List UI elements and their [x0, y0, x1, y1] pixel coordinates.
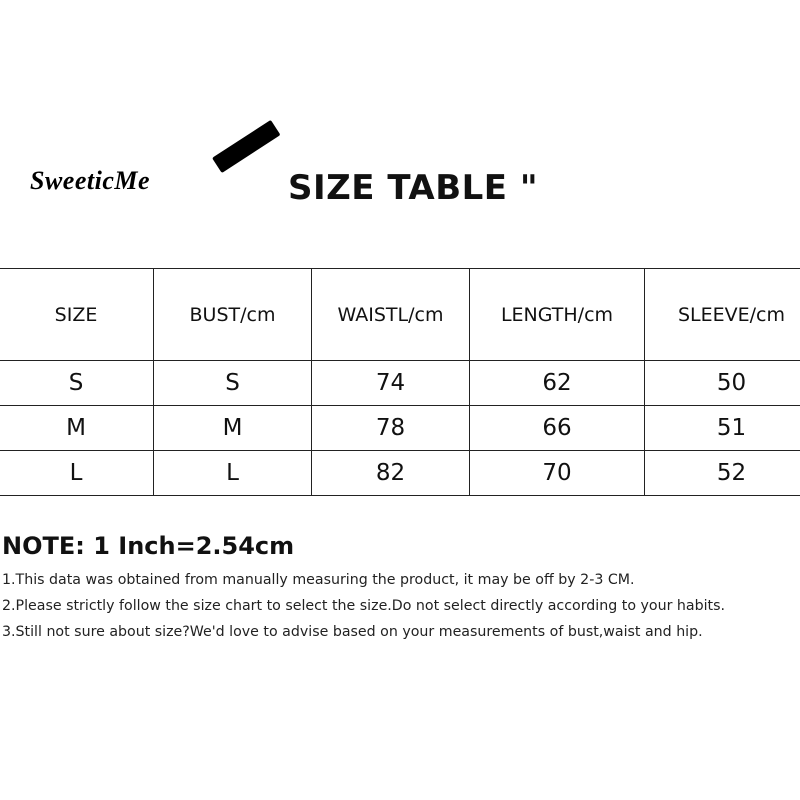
header-sleeve: SLEEVE/cm: [645, 269, 800, 361]
page-title: SIZE TABLE ": [288, 168, 539, 208]
table-cell: L: [0, 451, 154, 496]
table-cell: L: [154, 451, 312, 496]
brand-logo: SweeticMe: [30, 166, 151, 195]
note-line: 1.This data was obtained from manually measuring the product, it may be off by 2-3 CM.: [2, 572, 635, 588]
header-waist: WAISTL/cm: [312, 269, 470, 361]
table-cell: S: [0, 361, 154, 406]
table-row: [0, 451, 800, 496]
table-cell: S: [154, 361, 312, 406]
header-length: LENGTH/cm: [470, 269, 645, 361]
table-cell: 82: [312, 451, 470, 496]
table-cell: 70: [470, 451, 645, 496]
table-row: [0, 361, 800, 406]
size-table: [0, 268, 800, 496]
table-header-row: [0, 269, 800, 361]
note-heading: NOTE: 1 Inch=2.54cm: [2, 532, 295, 560]
note-line: 3.Still not sure about size?We'd love to advise based on your measurements of bust,waist and hip.: [2, 624, 703, 640]
brush-stroke-decoration: [212, 120, 281, 173]
table-cell: 52: [645, 451, 800, 496]
table-row: [0, 406, 800, 451]
table-cell: 51: [645, 406, 800, 451]
table-cell: 78: [312, 406, 470, 451]
table-cell: M: [0, 406, 154, 451]
table-cell: 74: [312, 361, 470, 406]
table-cell: 50: [645, 361, 800, 406]
header-bust: BUST/cm: [154, 269, 312, 361]
header-size: SIZE: [0, 269, 154, 361]
note-line: 2.Please strictly follow the size chart to select the size.Do not select directly according to your habits.: [2, 598, 726, 614]
table-cell: M: [154, 406, 312, 451]
table-cell: 62: [470, 361, 645, 406]
table-cell: 66: [470, 406, 645, 451]
